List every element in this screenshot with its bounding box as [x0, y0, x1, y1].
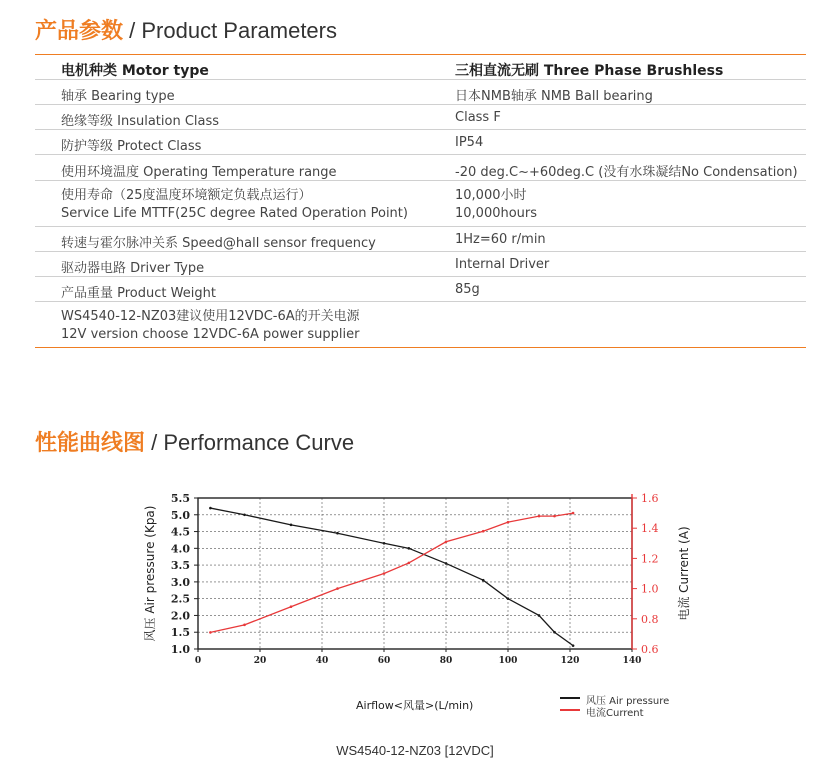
row-value: 1Hz=60 r/min — [455, 232, 546, 247]
current-point — [507, 521, 510, 524]
performance-curve-title — [35, 426, 354, 457]
title-zh: 性能曲线图 — [35, 431, 146, 456]
x-tick-label: 20 — [253, 656, 267, 666]
current-point — [553, 515, 556, 518]
y2-tick-label: 1.4 — [641, 522, 659, 536]
y2-tick-label: 1.6 — [641, 492, 659, 505]
table-row-bearing — [35, 80, 806, 105]
x-tick-label: 120 — [560, 656, 580, 666]
y-tick-label: 3.5 — [170, 559, 190, 573]
title-sep: / — [145, 430, 164, 455]
row-label: 绝缘等级 Insulation Class — [61, 114, 220, 129]
note-line-1: WS4540-12-NZ03建议使用12VDC-6A的开关电源 — [61, 309, 360, 324]
table-row-note — [35, 302, 806, 348]
legend-item-current — [560, 704, 669, 719]
y-tick-label: 5.5 — [170, 492, 190, 505]
current-point — [336, 587, 339, 590]
product-parameters-title — [35, 14, 337, 45]
model-caption: WS4540-12-NZ03 [12VDC] — [336, 743, 494, 758]
table-row-weight — [35, 277, 806, 302]
air-pressure-point — [408, 547, 411, 550]
current-point — [290, 605, 293, 608]
row-value: Class F — [455, 110, 501, 125]
x-tick-label: 140 — [622, 656, 642, 666]
y-tick-label: 4.0 — [170, 542, 190, 556]
air-pressure-point — [290, 524, 293, 527]
air-pressure-line — [210, 508, 573, 646]
legend-label: 风压 Air pressure — [586, 696, 670, 707]
legend-item-air-pressure — [560, 692, 670, 707]
row-label: 产品重量 Product Weight — [61, 286, 216, 301]
table-row-insulation — [35, 105, 806, 130]
title-en: Product Parameters — [141, 18, 337, 43]
performance-chart — [140, 482, 700, 682]
y-axis-label: 风压 Air pressure (Kpa) — [143, 505, 157, 642]
current-point — [482, 530, 485, 533]
y2-axis-label: 电流 Current (A) — [677, 526, 691, 621]
air-pressure-point — [243, 513, 246, 516]
row-value: 10,000小时 — [455, 188, 527, 203]
legend-swatch-current — [560, 709, 580, 711]
x-tick-label: 40 — [315, 656, 329, 666]
row-value: -20 deg.C~+60deg.C (没有水珠凝结No Condensation) — [455, 165, 798, 180]
row-label: 防护等级 Protect Class — [61, 139, 202, 154]
current-line — [210, 513, 573, 632]
row-value: 三相直流无刷 Three Phase Brushless — [455, 63, 724, 79]
air-pressure-point — [336, 532, 339, 535]
x-tick-label: 80 — [439, 656, 453, 666]
current-point — [445, 540, 448, 543]
table-row-motor-type — [35, 55, 806, 80]
y-tick-label: 5.0 — [170, 508, 190, 522]
air-pressure-point — [553, 631, 556, 634]
y-tick-label: 1.0 — [170, 643, 190, 656]
current-point — [383, 572, 386, 575]
y-tick-label: 3.0 — [170, 575, 190, 589]
x-tick-label: 60 — [377, 656, 391, 666]
note-line-2: 12V version choose 12VDC-6A power supplier — [61, 327, 360, 342]
y2-tick-label: 1.0 — [641, 582, 659, 596]
y-tick-label: 4.5 — [170, 525, 190, 539]
row-label: 使用寿命（25度温度环境额定负载点运行） — [61, 188, 312, 203]
row-label: 轴承 Bearing type — [61, 89, 175, 104]
y-tick-label: 1.5 — [170, 626, 190, 640]
air-pressure-point — [209, 507, 212, 510]
air-pressure-point — [507, 597, 510, 600]
current-point — [572, 512, 575, 515]
row-value: IP54 — [455, 135, 484, 150]
row-value: 日本NMB轴承 NMB Ball bearing — [455, 89, 653, 104]
x-tick-label: 100 — [498, 656, 518, 666]
plot-frame — [198, 498, 632, 649]
y2-tick-label: 1.2 — [641, 552, 659, 566]
air-pressure-point — [482, 579, 485, 582]
air-pressure-point — [383, 542, 386, 545]
chart-legend — [560, 692, 670, 719]
y2-tick-label: 0.8 — [641, 612, 659, 626]
row-label-2: Service Life MTTF(25C degree Rated Operation Point) — [61, 206, 408, 221]
y-tick-label: 2.5 — [170, 592, 190, 606]
title-sep: / — [123, 18, 142, 43]
row-value: Internal Driver — [455, 257, 550, 272]
legend-swatch-air-pressure — [560, 697, 580, 699]
legend-label: 电流Current — [586, 708, 644, 719]
x-tick-label: 0 — [194, 656, 202, 666]
row-value-2: 10,000hours — [455, 206, 538, 221]
table-row-protect — [35, 130, 806, 155]
row-label: 电机种类 Motor type — [61, 63, 209, 79]
air-pressure-point — [538, 614, 541, 617]
row-label: 驱动器电路 Driver Type — [61, 261, 205, 276]
current-point — [538, 515, 541, 518]
y-tick-label: 2.0 — [170, 609, 190, 623]
current-point — [209, 631, 212, 634]
table-row-service-life — [35, 181, 806, 227]
table-row-driver — [35, 252, 806, 277]
current-point — [243, 624, 246, 627]
title-en: Performance Curve — [163, 430, 355, 455]
table-row-speed — [35, 227, 806, 252]
x-axis-label: Airflow<风量>(L/min) — [356, 699, 474, 712]
title-zh: 产品参数 — [35, 19, 124, 44]
current-point — [408, 562, 411, 565]
air-pressure-point — [572, 644, 575, 647]
row-value: 85g — [455, 282, 480, 297]
row-label: 使用环境温度 Operating Temperature range — [61, 165, 337, 180]
row-label: 转速与霍尔脉冲关系 Speed@hall sensor frequency — [61, 236, 376, 251]
air-pressure-point — [445, 562, 448, 565]
y2-tick-label: 0.6 — [641, 643, 659, 656]
table-row-temperature — [35, 155, 806, 181]
